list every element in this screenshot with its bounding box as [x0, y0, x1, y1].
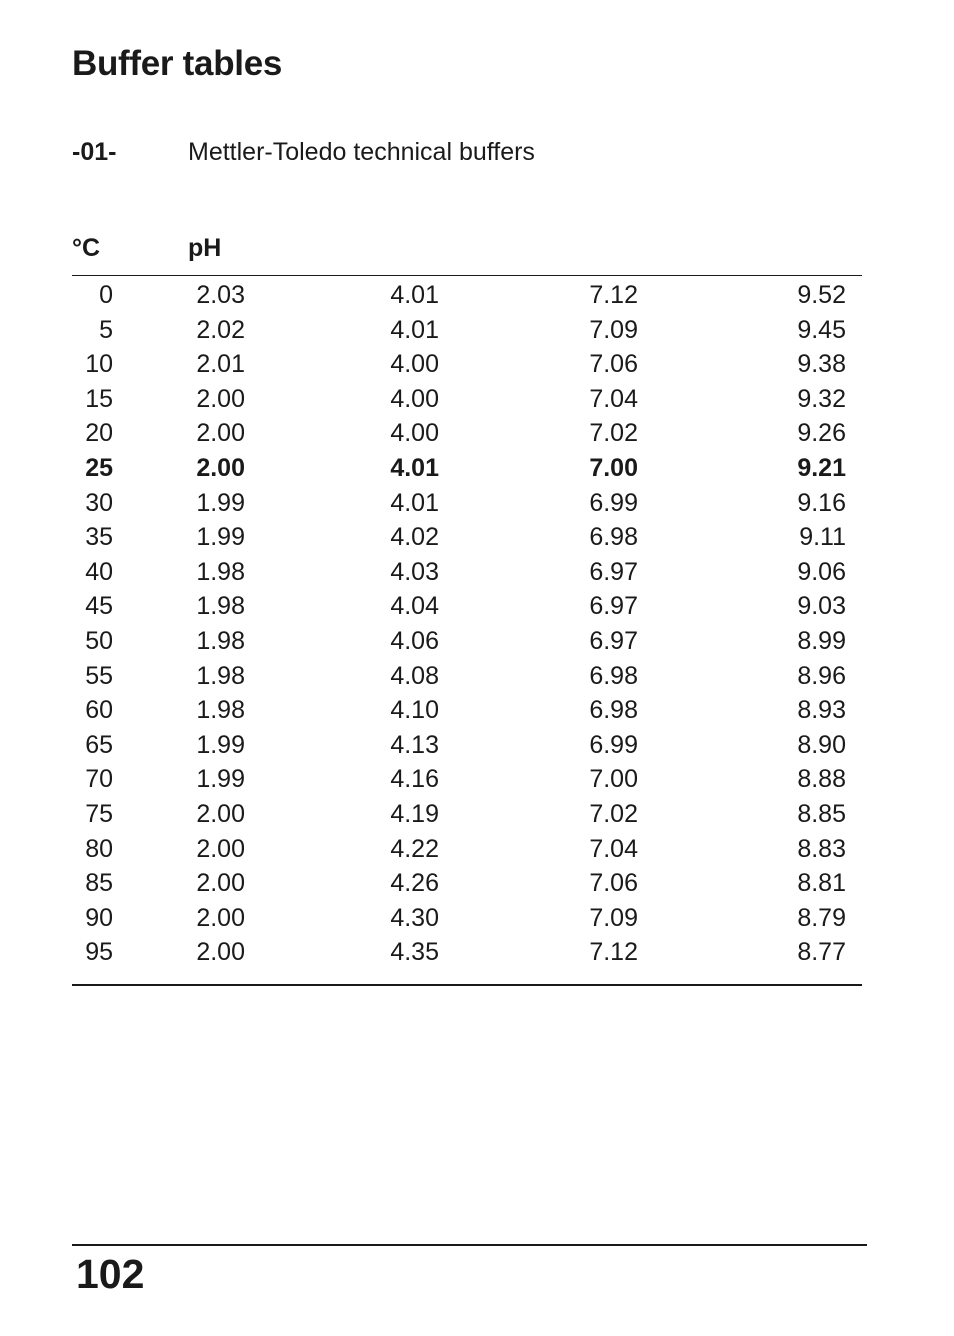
ph-buffer-2-cell: 4.35	[390, 938, 439, 967]
table-row	[0, 762, 954, 797]
ph-buffer-2-cell: 4.01	[390, 488, 439, 517]
ph-buffer-3-cell: 7.12	[589, 938, 638, 967]
ph-buffer-2-cell: 4.00	[390, 384, 439, 413]
ph-buffer-4-cell: 8.88	[797, 765, 846, 794]
ph-buffer-1-cell: 1.99	[196, 730, 245, 759]
temperature-cell: 80	[85, 834, 113, 863]
footer-rule	[72, 1244, 867, 1246]
ph-buffer-2-cell: 4.30	[390, 903, 439, 932]
ph-buffer-1-cell: 2.00	[196, 938, 245, 967]
ph-buffer-1-cell: 2.03	[196, 281, 245, 309]
table-row	[0, 624, 954, 659]
ph-buffer-3-cell: 6.98	[589, 523, 638, 552]
ph-buffer-3-cell: 7.02	[589, 419, 638, 448]
table-row	[0, 832, 954, 867]
table-row	[0, 555, 954, 590]
table-bottom-rule	[72, 984, 862, 986]
buffer-name: Mettler-Toledo technical buffers	[188, 138, 535, 166]
ph-buffer-3-cell: 6.97	[589, 626, 638, 655]
ph-buffer-2-cell: 4.08	[390, 661, 439, 690]
ph-buffer-4-cell: 8.93	[797, 696, 846, 725]
buffer-table-body	[0, 278, 954, 970]
ph-buffer-4-cell: 9.21	[797, 453, 846, 482]
ph-buffer-1-cell: 1.99	[196, 523, 245, 552]
ph-buffer-4-cell: 9.38	[797, 350, 846, 379]
temperature-cell: 15	[85, 384, 113, 413]
ph-buffer-2-cell: 4.16	[390, 765, 439, 794]
temperature-cell: 70	[85, 765, 113, 794]
temperature-cell: 20	[85, 419, 113, 448]
ph-buffer-3-cell: 6.97	[589, 557, 638, 586]
page-number: 102	[76, 1251, 145, 1297]
temperature-cell: 95	[85, 938, 113, 967]
ph-buffer-4-cell: 8.85	[797, 799, 846, 828]
ph-buffer-1-cell: 2.00	[196, 384, 245, 413]
ph-buffer-1-cell: 1.98	[196, 661, 245, 690]
ph-buffer-3-cell: 7.04	[589, 384, 638, 413]
temperature-cell: 55	[85, 661, 113, 690]
ph-buffer-4-cell: 9.52	[797, 281, 846, 309]
ph-buffer-2-cell: 4.04	[390, 592, 439, 621]
ph-buffer-2-cell: 4.19	[390, 799, 439, 828]
ph-buffer-4-cell: 9.11	[799, 523, 846, 552]
temperature-cell: 65	[85, 730, 113, 759]
ph-buffer-3-cell: 7.09	[589, 903, 638, 932]
ph-buffer-4-cell: 9.06	[797, 557, 846, 586]
table-row	[0, 589, 954, 624]
ph-buffer-2-cell: 4.22	[390, 834, 439, 863]
table-row	[0, 451, 954, 486]
ph-buffer-1-cell: 2.00	[196, 419, 245, 448]
ph-buffer-4-cell: 8.96	[797, 661, 846, 690]
ph-buffer-2-cell: 4.10	[390, 696, 439, 725]
ph-buffer-2-cell: 4.01	[390, 453, 439, 482]
temperature-cell: 75	[85, 799, 113, 828]
ph-buffer-2-cell: 4.00	[390, 419, 439, 448]
ph-buffer-4-cell: 9.32	[797, 384, 846, 413]
ph-buffer-1-cell: 1.99	[196, 488, 245, 517]
ph-buffer-1-cell: 1.98	[196, 626, 245, 655]
ph-buffer-3-cell: 7.04	[589, 834, 638, 863]
table-row	[0, 659, 954, 694]
ph-buffer-2-cell: 4.01	[390, 281, 439, 309]
table-top-rule	[72, 275, 862, 276]
column-header-ph: pH	[188, 234, 222, 262]
ph-buffer-1-cell: 2.01	[196, 350, 245, 379]
ph-buffer-3-cell: 6.99	[589, 730, 638, 759]
ph-buffer-4-cell: 9.16	[797, 488, 846, 517]
ph-buffer-1-cell: 1.98	[196, 557, 245, 586]
ph-buffer-3-cell: 7.06	[589, 350, 638, 379]
temperature-cell: 30	[85, 488, 113, 517]
table-row	[0, 278, 954, 313]
temperature-cell: 50	[85, 626, 113, 655]
ph-buffer-3-cell: 7.06	[589, 869, 638, 898]
ph-buffer-2-cell: 4.00	[390, 350, 439, 379]
page-title: Buffer tables	[72, 44, 283, 83]
ph-buffer-4-cell: 8.81	[797, 869, 846, 898]
table-row	[0, 693, 954, 728]
temperature-cell: 5	[99, 315, 113, 344]
table-row	[0, 797, 954, 832]
temperature-cell: 10	[85, 350, 113, 379]
table-row	[0, 901, 954, 936]
ph-buffer-3-cell: 6.99	[589, 488, 638, 517]
ph-buffer-2-cell: 4.02	[390, 523, 439, 552]
ph-buffer-1-cell: 2.00	[196, 799, 245, 828]
ph-buffer-1-cell: 2.00	[196, 869, 245, 898]
ph-buffer-3-cell: 7.09	[589, 315, 638, 344]
ph-buffer-4-cell: 8.79	[797, 903, 846, 932]
table-row	[0, 313, 954, 348]
table-row	[0, 347, 954, 382]
ph-buffer-1-cell: 2.00	[196, 903, 245, 932]
ph-buffer-1-cell: 2.00	[196, 453, 245, 482]
ph-buffer-4-cell: 8.77	[797, 938, 846, 967]
ph-buffer-3-cell: 6.98	[589, 696, 638, 725]
ph-buffer-3-cell: 6.97	[589, 592, 638, 621]
table-row	[0, 520, 954, 555]
ph-buffer-1-cell: 1.99	[196, 765, 245, 794]
buffer-code: -01-	[72, 138, 117, 166]
table-row	[0, 866, 954, 901]
temperature-cell: 45	[85, 592, 113, 621]
ph-buffer-1-cell: 1.98	[196, 592, 245, 621]
ph-buffer-4-cell: 8.83	[797, 834, 846, 863]
table-row	[0, 416, 954, 451]
ph-buffer-1-cell: 2.00	[196, 834, 245, 863]
ph-buffer-3-cell: 6.98	[589, 661, 638, 690]
ph-buffer-2-cell: 4.01	[390, 315, 439, 344]
temperature-cell: 40	[85, 557, 113, 586]
table-row	[0, 728, 954, 763]
temperature-cell: 0	[99, 281, 113, 309]
table-row	[0, 935, 954, 970]
ph-buffer-2-cell: 4.13	[390, 730, 439, 759]
ph-buffer-1-cell: 2.02	[196, 315, 245, 344]
ph-buffer-4-cell: 9.03	[797, 592, 846, 621]
ph-buffer-4-cell: 8.99	[797, 626, 846, 655]
temperature-cell: 60	[85, 696, 113, 725]
ph-buffer-4-cell: 8.90	[797, 730, 846, 759]
ph-buffer-4-cell: 9.26	[797, 419, 846, 448]
temperature-cell: 85	[85, 869, 113, 898]
temperature-cell: 90	[85, 903, 113, 932]
table-row	[0, 486, 954, 521]
ph-buffer-1-cell: 1.98	[196, 696, 245, 725]
ph-buffer-3-cell: 7.02	[589, 799, 638, 828]
ph-buffer-3-cell: 7.00	[589, 765, 638, 794]
ph-buffer-2-cell: 4.06	[390, 626, 439, 655]
table-row	[0, 382, 954, 417]
temperature-cell: 35	[85, 523, 113, 552]
ph-buffer-2-cell: 4.26	[390, 869, 439, 898]
column-header-temperature: °C	[72, 234, 101, 262]
ph-buffer-4-cell: 9.45	[797, 315, 846, 344]
ph-buffer-2-cell: 4.03	[390, 557, 439, 586]
ph-buffer-3-cell: 7.12	[589, 281, 638, 309]
temperature-cell: 25	[85, 453, 113, 482]
ph-buffer-3-cell: 7.00	[589, 453, 638, 482]
